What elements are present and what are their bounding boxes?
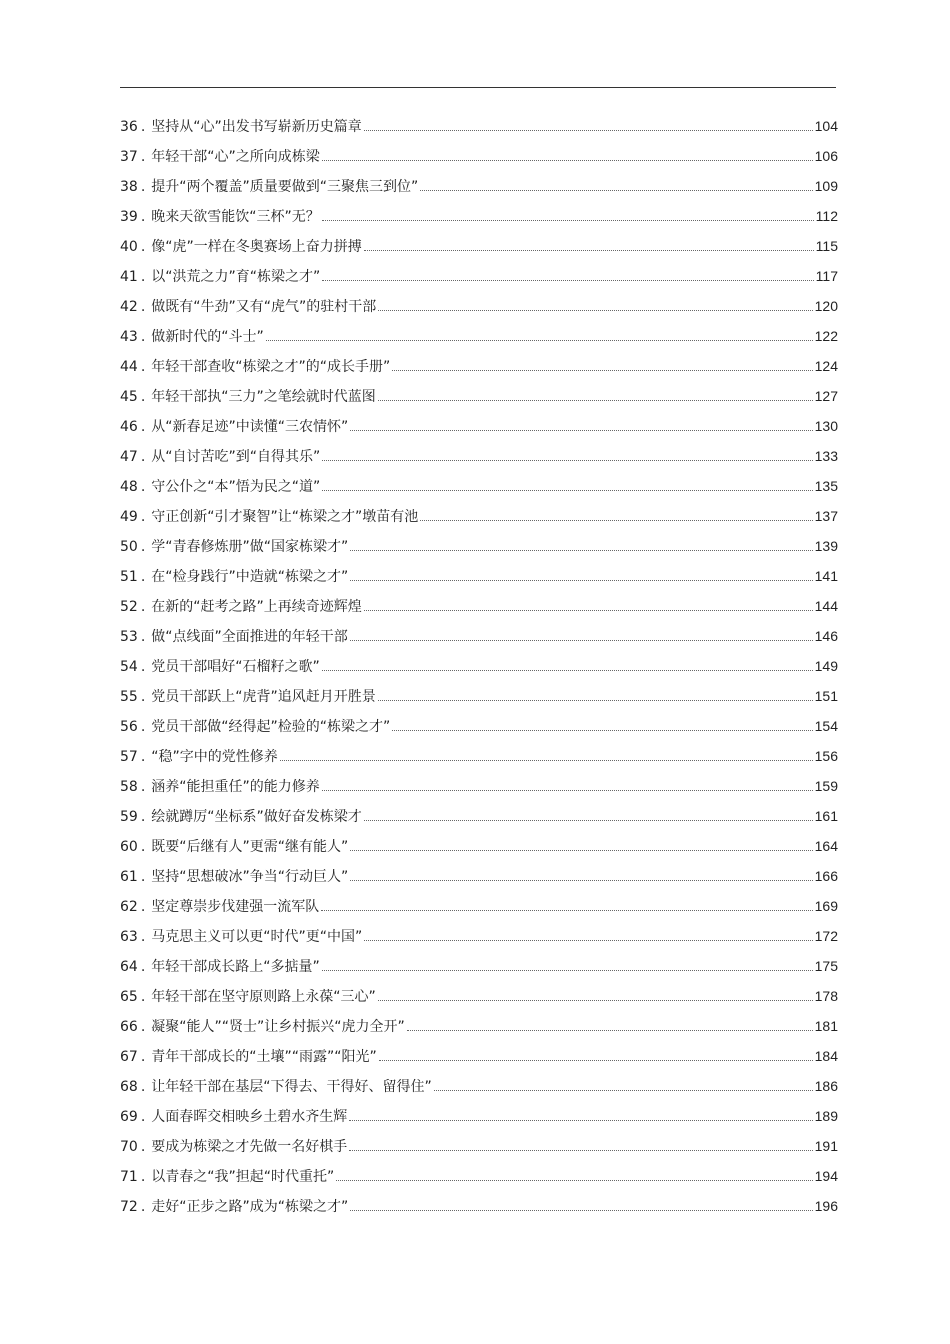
toc-entry-separator: . [140, 149, 146, 165]
toc-entry-separator: . [140, 539, 146, 555]
toc-entry-number: 39 [120, 209, 138, 225]
toc-entry-number: 67 [120, 1049, 138, 1065]
toc-entry-page-number[interactable]: 133 [814, 448, 838, 464]
toc-entry-page-number[interactable]: 149 [814, 658, 838, 674]
toc-dot-leader [364, 940, 812, 941]
toc-entry-title[interactable]: 党员干部做“经得起”检验的“栋梁之才” [151, 719, 391, 735]
toc-entry-title[interactable]: 做既有“牛劲”又有“虎气”的驻村干部 [151, 299, 377, 315]
toc-entry-separator: . [140, 1079, 146, 1095]
toc-dot-leader [321, 910, 812, 911]
toc-entry-number: 71 [120, 1169, 138, 1185]
toc-entry-page-number[interactable]: 172 [814, 928, 838, 944]
toc-entry-number: 55 [120, 689, 138, 705]
toc-entry-number: 49 [120, 509, 138, 525]
toc-entry-title[interactable]: 守公仆之“本”悟为民之“道” [151, 479, 321, 495]
toc-entry-number: 50 [120, 539, 138, 555]
toc-entry-page-number[interactable]: 175 [814, 958, 838, 974]
toc-entry-separator: . [140, 479, 146, 495]
toc-entry[interactable] [120, 321, 838, 351]
toc-entry-title[interactable]: 党员干部唱好“石榴籽之歌” [151, 659, 320, 675]
toc-dot-leader [364, 820, 813, 821]
toc-entry-page-number[interactable]: 115 [815, 238, 838, 254]
toc-dot-leader [336, 1180, 812, 1181]
toc-entry-title[interactable]: 青年干部成长的“土壤”“雨露”“阳光” [151, 1049, 377, 1065]
toc-entry-page-number[interactable]: 141 [814, 568, 838, 584]
toc-entry-page-number[interactable]: 164 [814, 838, 838, 854]
toc-entry-number: 41 [120, 269, 138, 285]
toc-entry[interactable] [120, 531, 838, 561]
toc-entry-title[interactable]: 涵养“能担重任”的能力修养 [151, 779, 320, 795]
toc-entry-page-number[interactable]: 178 [814, 988, 838, 1004]
toc-entry[interactable] [120, 1071, 838, 1101]
toc-entry-page-number[interactable]: 196 [814, 1198, 838, 1214]
toc-dot-leader [350, 850, 812, 851]
toc-entry-number: 37 [120, 149, 138, 165]
toc-entry-page-number[interactable]: 135 [814, 478, 838, 494]
toc-dot-leader [378, 1000, 813, 1001]
toc-entry-separator: . [140, 899, 146, 915]
toc-entry-page-number[interactable]: 117 [815, 268, 838, 284]
toc-dot-leader [350, 430, 812, 431]
toc-entry-separator: . [140, 1169, 146, 1185]
toc-entry-number: 38 [120, 179, 138, 195]
toc-entry-separator: . [140, 419, 146, 435]
toc-entry-title[interactable]: 守正创新“引才聚智”让“栋梁之才”墩苗有池 [151, 509, 419, 525]
toc-entry-number: 72 [120, 1199, 138, 1215]
toc-entry-number: 69 [120, 1109, 138, 1125]
toc-entry-separator: . [140, 389, 146, 405]
toc-entry-separator: . [140, 119, 146, 135]
toc-entry-title[interactable]: 要成为栋梁之才先做一名好棋手 [151, 1139, 348, 1155]
toc-entry-separator: . [140, 839, 146, 855]
toc-dot-leader [350, 640, 813, 641]
toc-entry-title[interactable]: “稳”字中的党性修养 [151, 749, 278, 765]
toc-entry-title[interactable]: 人面春晖交相映乡土碧水齐生辉 [151, 1109, 348, 1125]
toc-entry-number: 62 [120, 899, 138, 915]
toc-entry[interactable] [120, 1041, 838, 1071]
toc-entry-number: 64 [120, 959, 138, 975]
toc-entry-number: 54 [120, 659, 138, 675]
toc-entry[interactable] [120, 441, 838, 471]
toc-entry[interactable] [120, 231, 838, 261]
toc-entry-title[interactable]: 学“青春修炼册”做“国家栋梁才” [151, 539, 349, 555]
toc-entry-separator: . [140, 869, 146, 885]
toc-entry-number: 52 [120, 599, 138, 615]
toc-entry-title[interactable]: 凝聚“能人”“贤士”让乡村振兴“虎力全开” [151, 1019, 405, 1035]
toc-entry-separator: . [140, 179, 146, 195]
toc-entry-separator: . [140, 299, 146, 315]
toc-entry-page-number[interactable]: 124 [814, 358, 838, 374]
toc-dot-leader [379, 1060, 813, 1061]
toc-entry-separator: . [140, 749, 146, 765]
toc-entry-title[interactable]: 年轻干部“心”之所向成栋梁 [151, 149, 320, 165]
toc-dot-leader [392, 730, 812, 731]
toc-entry-number: 40 [120, 239, 138, 255]
toc-entry[interactable] [120, 981, 838, 1011]
toc-entry-page-number[interactable]: 130 [814, 418, 838, 434]
toc-entry-separator: . [140, 1199, 146, 1215]
toc-entry-separator: . [140, 929, 146, 945]
toc-entry-number: 45 [120, 389, 138, 405]
toc-entry-separator: . [140, 659, 146, 675]
toc-entry-page-number[interactable]: 109 [814, 178, 838, 194]
toc-entry-number: 42 [120, 299, 138, 315]
toc-entry-number: 60 [120, 839, 138, 855]
toc-entry-separator: . [140, 989, 146, 1005]
toc-entry-page-number[interactable]: 156 [814, 748, 838, 764]
toc-entry[interactable] [120, 291, 838, 321]
toc-entry-title[interactable]: 马克思主义可以更“时代”更“中国” [151, 929, 363, 945]
toc-entry-number: 65 [120, 989, 138, 1005]
toc-entry-title[interactable]: 坚持“思想破冰”争当“行动巨人” [151, 869, 349, 885]
toc-entry-title[interactable]: 从“自讨苦吃”到“自得其乐” [151, 449, 321, 465]
toc-entry-title[interactable]: 让年轻干部在基层“下得去、干得好、留得住” [151, 1079, 432, 1095]
toc-entry[interactable] [120, 711, 838, 741]
toc-entry-page-number[interactable]: 186 [814, 1078, 838, 1094]
toc-entry[interactable] [120, 771, 838, 801]
toc-dot-leader [322, 460, 812, 461]
toc-entry-title[interactable]: 做新时代的“斗士” [151, 329, 264, 345]
toc-entry-page-number[interactable]: 122 [814, 328, 838, 344]
toc-entry-separator: . [140, 1019, 146, 1035]
toc-entry-number: 47 [120, 449, 138, 465]
toc-entry-title[interactable]: 在“检身践行”中造就“栋梁之才” [151, 569, 349, 585]
toc-entry-page-number[interactable]: 112 [815, 208, 838, 224]
toc-entry-page-number[interactable]: 137 [814, 508, 838, 524]
toc-entry-title[interactable]: 在新的“赶考之路”上再续奇迹辉煌 [151, 599, 362, 615]
toc-entry-page-number[interactable]: 181 [814, 1018, 838, 1034]
toc-dot-leader [322, 220, 814, 221]
toc-entry[interactable] [120, 861, 838, 891]
toc-entry-title[interactable]: 以青春之“我”担起“时代重托” [151, 1169, 335, 1185]
toc-entry-separator: . [140, 689, 146, 705]
toc-entry[interactable] [120, 591, 838, 621]
toc-entry[interactable] [120, 1101, 838, 1131]
toc-entry-title[interactable]: 年轻干部查收“栋梁之才”的“成长手册” [151, 359, 391, 375]
toc-entry-page-number[interactable]: 104 [814, 118, 838, 134]
toc-entry-title[interactable]: 年轻干部执“三力”之笔绘就时代蓝图 [151, 389, 376, 405]
toc-entry[interactable] [120, 141, 838, 171]
toc-entry[interactable] [120, 891, 838, 921]
toc-entry-number: 53 [120, 629, 138, 645]
toc-entry-number: 70 [120, 1139, 138, 1155]
toc-entry[interactable] [120, 171, 838, 201]
toc-dot-leader [350, 580, 812, 581]
toc-entry[interactable] [120, 651, 838, 681]
toc-dot-leader [349, 1120, 812, 1121]
toc-dot-leader [364, 610, 813, 611]
toc-entry[interactable] [120, 1161, 838, 1191]
toc-entry-title[interactable]: 年轻干部在坚守原则路上永葆“三心” [151, 989, 376, 1005]
toc-entry-page-number[interactable]: 139 [814, 538, 838, 554]
toc-entry[interactable] [120, 681, 838, 711]
toc-dot-leader [322, 970, 813, 971]
toc-entry-separator: . [140, 509, 146, 525]
toc-entry-page-number[interactable]: 161 [814, 808, 838, 824]
toc-entry[interactable] [120, 501, 838, 531]
toc-dot-leader [350, 880, 812, 881]
toc-dot-leader [350, 550, 812, 551]
toc-entry-page-number[interactable]: 127 [814, 388, 838, 404]
toc-entry-number: 36 [120, 119, 138, 135]
toc-entry-number: 61 [120, 869, 138, 885]
toc-entry-title[interactable]: 坚持从“心”出发书写崭新历史篇章 [151, 119, 362, 135]
toc-entry[interactable] [120, 1131, 838, 1161]
toc-dot-leader [280, 760, 813, 761]
toc-entry-number: 57 [120, 749, 138, 765]
toc-entry-page-number[interactable]: 166 [814, 868, 838, 884]
toc-dot-leader [392, 370, 812, 371]
toc-entry[interactable] [120, 1011, 838, 1041]
toc-entry[interactable] [120, 351, 838, 381]
toc-dot-leader [322, 790, 813, 791]
toc-dot-leader [322, 490, 812, 491]
toc-entry[interactable] [120, 741, 838, 771]
toc-entry[interactable] [120, 201, 838, 231]
toc-entry[interactable] [120, 381, 838, 411]
toc-entry-page-number[interactable]: 146 [814, 628, 838, 644]
toc-entry-separator: . [140, 269, 146, 285]
toc-entry[interactable] [120, 951, 838, 981]
toc-entry[interactable] [120, 111, 838, 141]
toc-entry-page-number[interactable]: 154 [814, 718, 838, 734]
toc-entry[interactable] [120, 921, 838, 951]
toc-entry-number: 46 [120, 419, 138, 435]
toc-entry-page-number[interactable]: 106 [814, 148, 838, 164]
toc-entry-number: 43 [120, 329, 138, 345]
toc-entry-separator: . [140, 449, 146, 465]
toc-entry-number: 48 [120, 479, 138, 495]
toc-dot-leader [322, 160, 813, 161]
toc-entry[interactable] [120, 471, 838, 501]
toc-entry-separator: . [140, 959, 146, 975]
toc-entry-number: 63 [120, 929, 138, 945]
toc-entry[interactable] [120, 561, 838, 591]
toc-entry-page-number[interactable]: 184 [814, 1048, 838, 1064]
toc-entry-separator: . [140, 719, 146, 735]
toc-entry[interactable] [120, 831, 838, 861]
toc-entry[interactable] [120, 261, 838, 291]
toc-entry-title[interactable]: 走好“正步之路”成为“栋梁之才” [151, 1199, 349, 1215]
header-rule [120, 87, 836, 88]
toc-dot-leader [420, 190, 812, 191]
toc-entry-separator: . [140, 599, 146, 615]
toc-entry-page-number[interactable]: 189 [814, 1108, 838, 1124]
toc-entry-number: 58 [120, 779, 138, 795]
toc-entry-title[interactable]: 提升“两个覆盖”质量要做到“三聚焦三到位” [151, 179, 419, 195]
toc-entry-separator: . [140, 809, 146, 825]
toc-dot-leader [364, 250, 814, 251]
toc-entry-number: 68 [120, 1079, 138, 1095]
toc-entry-page-number[interactable]: 120 [814, 298, 838, 314]
toc-entry-number: 59 [120, 809, 138, 825]
toc-entry[interactable] [120, 411, 838, 441]
toc-entry-title[interactable]: 年轻干部成长路上“多掂量” [151, 959, 320, 975]
toc-entry-separator: . [140, 1049, 146, 1065]
toc-entry-number: 56 [120, 719, 138, 735]
toc-dot-leader [378, 310, 812, 311]
toc-entry-title[interactable]: 以“洪荒之力”育“栋梁之才” [151, 269, 321, 285]
toc-dot-leader [322, 280, 813, 281]
toc-entry-page-number[interactable]: 151 [814, 688, 838, 704]
toc-entry-separator: . [140, 209, 146, 225]
toc-entry-separator: . [140, 629, 146, 645]
toc-entry-page-number[interactable]: 194 [814, 1168, 838, 1184]
toc-entry[interactable] [120, 621, 838, 651]
toc-entry-title[interactable]: 坚定尊崇步伐建强一流军队 [151, 899, 320, 915]
toc-entry-page-number[interactable]: 169 [814, 898, 838, 914]
toc-dot-leader [322, 670, 813, 671]
toc-dot-leader [378, 700, 813, 701]
toc-entry-separator: . [140, 359, 146, 375]
toc-entry-title[interactable]: 像“虎”一样在冬奥赛场上奋力拼搏 [151, 239, 362, 255]
toc-entry-title[interactable]: 绘就蹲厉“坐标系”做好奋发栋梁才 [151, 809, 362, 825]
toc-dot-leader [407, 1030, 813, 1031]
toc-entry-page-number[interactable]: 159 [814, 778, 838, 794]
toc-entry-title[interactable]: 党员干部跃上“虎背”追风赶月开胜景 [151, 689, 376, 705]
toc-dot-leader [364, 130, 813, 131]
toc-entry-separator: . [140, 1109, 146, 1125]
toc-dot-leader [378, 400, 813, 401]
toc-entry-number: 66 [120, 1019, 138, 1035]
toc-entry-title[interactable]: 晚来天欲雪能饮“三杯”无？ [151, 209, 320, 225]
toc-entry-page-number[interactable]: 191 [814, 1138, 838, 1154]
toc-entry-title[interactable]: 做“点线面”全面推进的年轻干部 [151, 629, 348, 645]
toc-entry-number: 44 [120, 359, 138, 375]
toc-dot-leader [266, 340, 813, 341]
toc-entry-separator: . [140, 1139, 146, 1155]
toc-dot-leader [350, 1210, 812, 1211]
toc-dot-leader [349, 1150, 812, 1151]
toc-entry[interactable] [120, 801, 838, 831]
toc-entry-page-number[interactable]: 144 [814, 598, 838, 614]
toc-entry-separator: . [140, 239, 146, 255]
toc-entry-separator: . [140, 569, 146, 585]
table-of-contents [120, 111, 838, 1221]
toc-entry-separator: . [140, 329, 146, 345]
toc-entry-title[interactable]: 既要“后继有人”更需“继有能人” [151, 839, 349, 855]
toc-entry-number: 51 [120, 569, 138, 585]
toc-entry-title[interactable]: 从“新春足迹”中读懂“三农情怀” [151, 419, 349, 435]
toc-entry-separator: . [140, 779, 146, 795]
toc-entry[interactable] [120, 1191, 838, 1221]
toc-dot-leader [420, 520, 812, 521]
toc-dot-leader [434, 1090, 813, 1091]
